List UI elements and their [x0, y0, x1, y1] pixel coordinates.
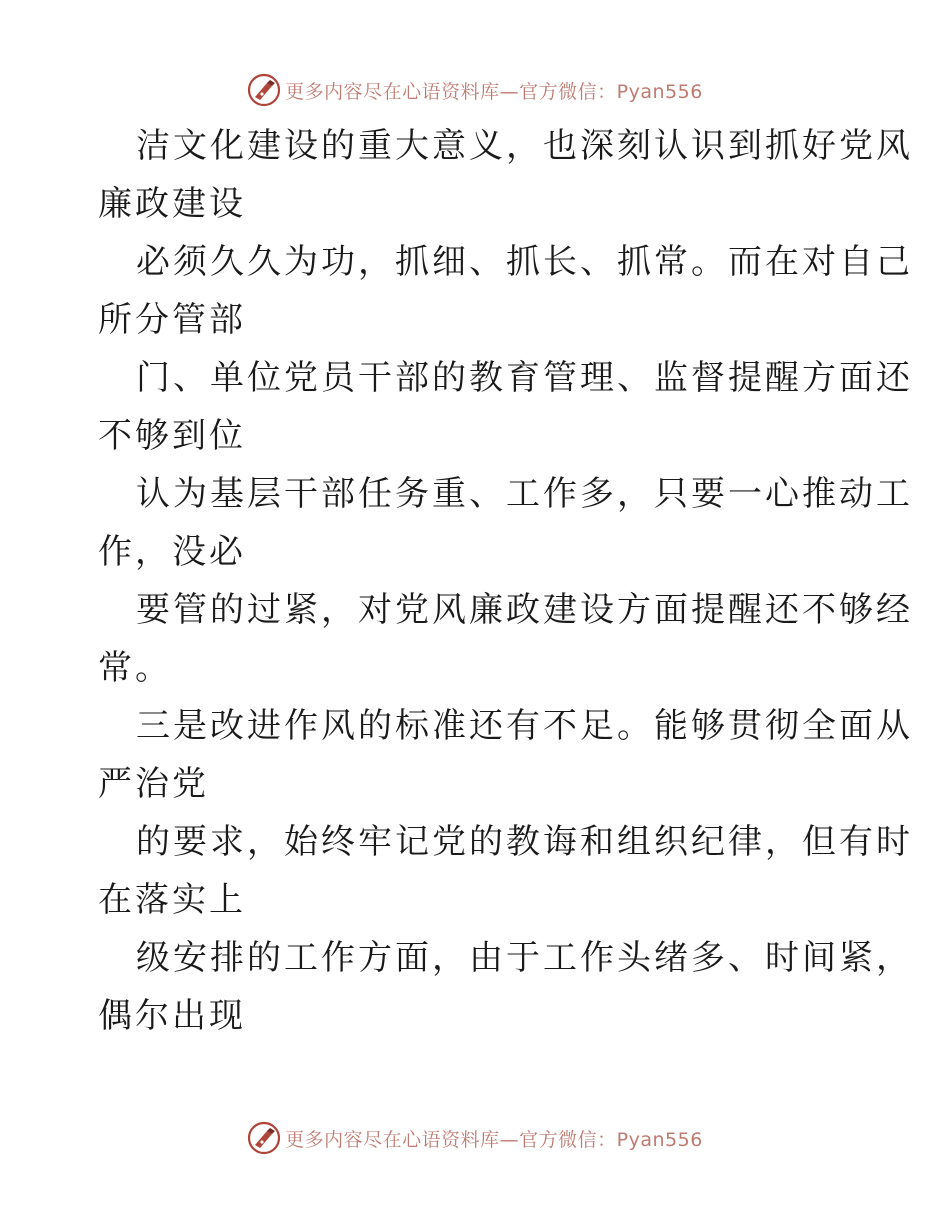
text-line: 的要求，始终牢记党的教诲和组织纪律，但有时 — [136, 822, 913, 862]
text-line: 必须久久为功，抓细、抓长、抓常。而在对自己 — [136, 242, 913, 282]
text-line: 三是改进作风的标准还有不足。能够贯彻全面从 — [136, 706, 913, 746]
text-line: 所分管部 — [98, 300, 246, 340]
text-line: 偶尔出现 — [98, 996, 246, 1036]
watermark-text: 更多内容尽在心语资料库—官方微信：Pyan556 — [285, 1128, 703, 1151]
text-line: 门、单位党员干部的教育管理、监督提醒方面还 — [136, 358, 913, 398]
text-line: 要管的过紧，对党风廉政建设方面提醒还不够经 — [136, 590, 913, 630]
page-footer-watermark — [0, 1118, 950, 1158]
text-line: 级安排的工作方面，由于工作头绪多、时间紧， — [136, 938, 913, 978]
text-line: 常。 — [98, 648, 172, 688]
text-line: 洁文化建设的重大意义，也深刻认识到抓好党风 — [136, 126, 913, 166]
text-line: 不够到位 — [98, 416, 246, 456]
pen-nib-logo-icon — [247, 1121, 281, 1155]
text-line: 廉政建设 — [98, 184, 246, 224]
text-line: 在落实上 — [98, 880, 246, 920]
document-body — [98, 118, 913, 1046]
text-line: 认为基层干部任务重、工作多，只要一心推动工 — [136, 474, 913, 514]
text-line: 严治党 — [98, 764, 209, 804]
pen-nib-logo-icon — [247, 73, 281, 107]
watermark-text: 更多内容尽在心语资料库—官方微信：Pyan556 — [285, 80, 703, 103]
text-line: 作，没必 — [98, 532, 246, 572]
page-header-watermark — [0, 70, 950, 110]
